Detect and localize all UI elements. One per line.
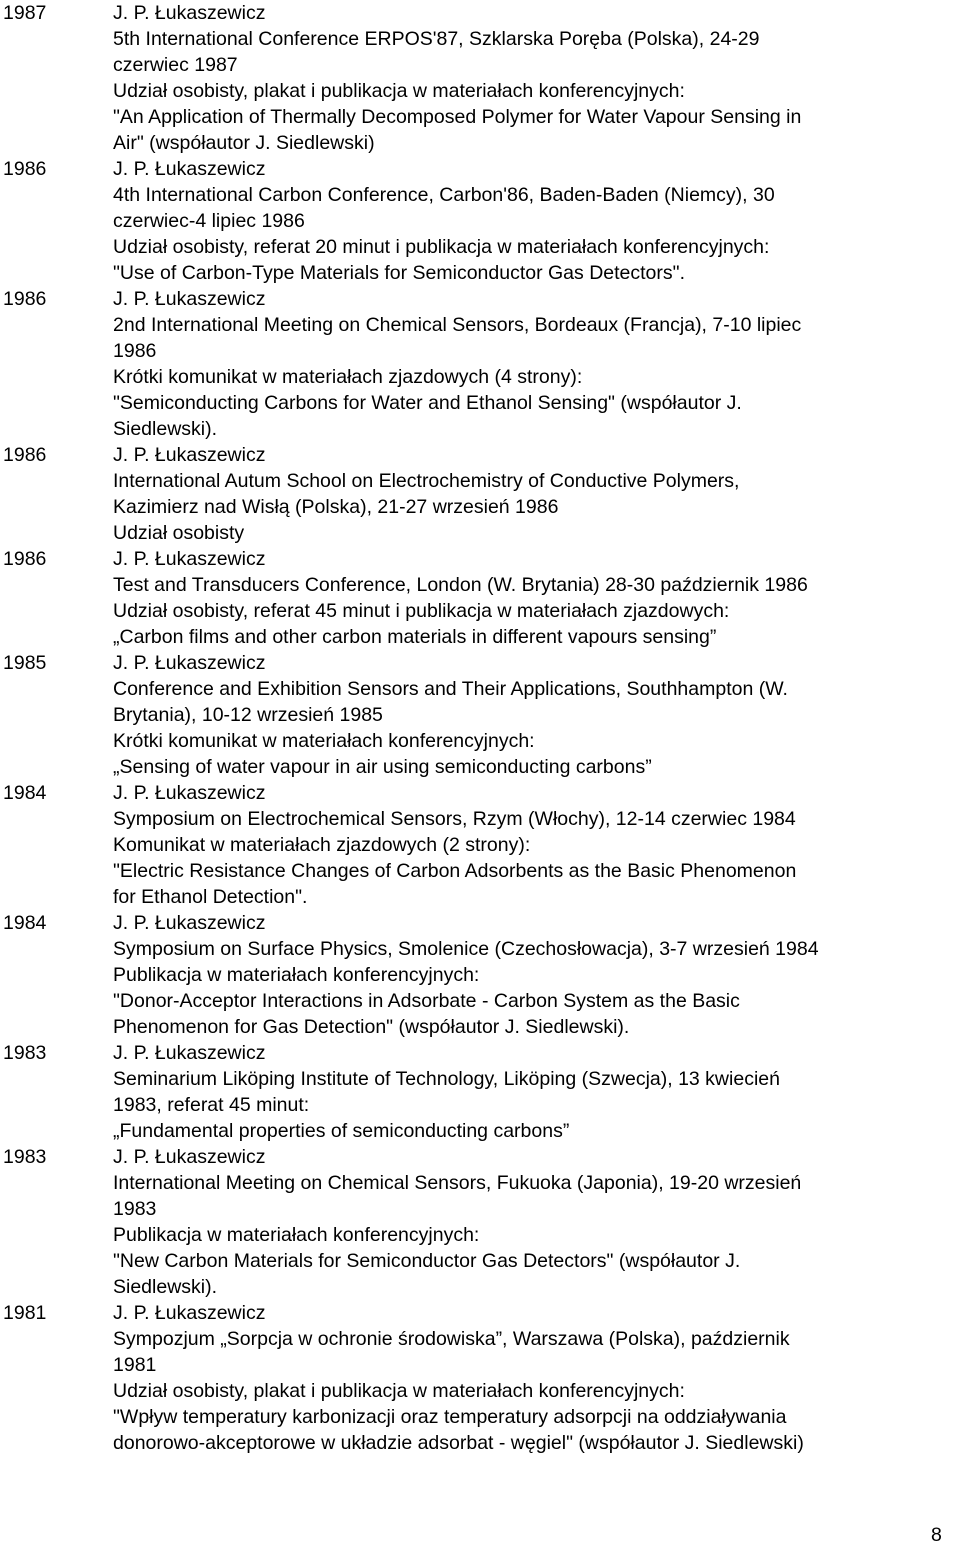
entry-year: 1986 — [3, 444, 47, 466]
entry-author: J. P. Łukaszewicz — [113, 782, 266, 804]
entry-text-line: "An Application of Thermally Decomposed Polymer for Water Vapour Sensing in — [113, 106, 802, 128]
entry-text-line: Symposium on Electrochemical Sensors, Rzym (Włochy), 12-14 czerwiec 1984 — [113, 808, 796, 830]
entry-text-line: Test and Transducers Conference, London (W. Brytania) 28-30 październik 1986 — [113, 574, 808, 596]
entry-year: 1983 — [3, 1146, 47, 1168]
conference-entry — [3, 442, 958, 546]
entry-text-line: "Electric Resistance Changes of Carbon Adsorbents as the Basic Phenomenon — [113, 860, 797, 882]
entry-text-line: International Meeting on Chemical Sensors, Fukuoka (Japonia), 19-20 wrzesień — [113, 1172, 802, 1194]
entry-text-line: „Sensing of water vapour in air using semiconducting carbons” — [113, 756, 652, 778]
entry-text-line: for Ethanol Detection". — [113, 886, 308, 908]
entry-author: J. P. Łukaszewicz — [113, 652, 266, 674]
entry-body — [113, 1040, 958, 1144]
entry-body — [113, 0, 958, 156]
entry-year: 1985 — [3, 652, 47, 674]
entry-text-line: Publikacja w materiałach konferencyjnych: — [113, 1224, 480, 1246]
entry-text-line: 1983, referat 45 minut: — [113, 1094, 310, 1116]
entry-text-line: 1986 — [113, 340, 157, 362]
conference-entry — [3, 650, 958, 780]
entry-text-line: 5th International Conference ERPOS'87, Szklarska Poręba (Polska), 24-29 — [113, 28, 760, 50]
entry-text-line: czerwiec-4 lipiec 1986 — [113, 210, 305, 232]
entry-text-line: Publikacja w materiałach konferencyjnych: — [113, 964, 480, 986]
entry-body — [113, 156, 958, 286]
conference-entry — [3, 156, 958, 286]
conference-entry — [3, 286, 958, 442]
conference-entry — [3, 1040, 958, 1144]
entry-year: 1983 — [3, 1042, 47, 1064]
entry-text-line: Kazimierz nad Wisłą (Polska), 21-27 wrzesień 1986 — [113, 496, 559, 518]
entry-text-line: Air" (współautor J. Siedlewski) — [113, 132, 375, 154]
entry-body — [113, 1300, 958, 1456]
entry-author: J. P. Łukaszewicz — [113, 444, 266, 466]
entry-text-line: Krótki komunikat w materiałach konferencyjnych: — [113, 730, 535, 752]
entry-year: 1986 — [3, 158, 47, 180]
conference-entry — [3, 1144, 958, 1300]
entry-text-line: "Wpływ temperatury karbonizacji oraz temperatury adsorpcji na oddziaływania — [113, 1406, 787, 1428]
entry-text-line: "Semiconducting Carbons for Water and Ethanol Sensing" (współautor J. — [113, 392, 742, 414]
entry-text-line: Sympozjum „Sorpcja w ochronie środowiska”, Warszawa (Polska), październik — [113, 1328, 790, 1350]
entry-text-line: Siedlewski). — [113, 1276, 218, 1298]
entry-body — [113, 442, 958, 546]
entry-body — [113, 546, 958, 650]
entry-year: 1984 — [3, 782, 47, 804]
entry-text-line: 2nd International Meeting on Chemical Sensors, Bordeaux (Francja), 7-10 lipiec — [113, 314, 802, 336]
conference-entry — [3, 0, 958, 156]
entry-text-line: 1983 — [113, 1198, 157, 1220]
entry-text-line: „Carbon films and other carbon materials in different vapours sensing” — [113, 626, 717, 648]
entry-text-line: "Use of Carbon-Type Materials for Semiconductor Gas Detectors". — [113, 262, 685, 284]
entry-text-line: "Donor-Acceptor Interactions in Adsorbate - Carbon System as the Basic — [113, 990, 740, 1012]
entry-year: 1986 — [3, 288, 47, 310]
entry-text-line: czerwiec 1987 — [113, 54, 238, 76]
entry-body — [113, 286, 958, 442]
entry-text-line: Komunikat w materiałach zjazdowych (2 strony): — [113, 834, 531, 856]
entry-text-line: „Fundamental properties of semiconducting carbons” — [113, 1120, 570, 1142]
entry-author: J. P. Łukaszewicz — [113, 912, 266, 934]
conference-list — [3, 0, 958, 1456]
entry-year: 1984 — [3, 912, 47, 934]
entry-author: J. P. Łukaszewicz — [113, 288, 266, 310]
conference-entry — [3, 780, 958, 910]
entry-body — [113, 1144, 958, 1300]
entry-text-line: Siedlewski). — [113, 418, 218, 440]
entry-text-line: donorowo-akceptorowe w układzie adsorbat - węgiel" (współautor J. Siedlewski) — [113, 1432, 804, 1454]
page-number: 8 — [931, 1524, 942, 1546]
entry-body — [113, 650, 958, 780]
entry-text-line: International Autum School on Electrochemistry of Conductive Polymers, — [113, 470, 740, 492]
entry-text-line: Seminarium Liköping Institute of Technology, Liköping (Szwecja), 13 kwiecień — [113, 1068, 780, 1090]
entry-author: J. P. Łukaszewicz — [113, 548, 266, 570]
entry-author: J. P. Łukaszewicz — [113, 1302, 266, 1324]
entry-text-line: Krótki komunikat w materiałach zjazdowych (4 strony): — [113, 366, 583, 388]
conference-entry — [3, 910, 958, 1040]
entry-text-line: Brytania), 10-12 wrzesień 1985 — [113, 704, 383, 726]
entry-author: J. P. Łukaszewicz — [113, 158, 266, 180]
entry-author: J. P. Łukaszewicz — [113, 2, 266, 24]
entry-text-line: Udział osobisty, referat 20 minut i publikacja w materiałach konferencyjnych: — [113, 236, 770, 258]
entry-body — [113, 780, 958, 910]
entry-text-line: Symposium on Surface Physics, Smolenice (Czechosłowacja), 3-7 wrzesień 1984 — [113, 938, 819, 960]
conference-entry — [3, 1300, 958, 1456]
entry-text-line: Udział osobisty, plakat i publikacja w materiałach konferencyjnych: — [113, 80, 685, 102]
entry-year: 1987 — [3, 2, 47, 24]
entry-body — [113, 910, 958, 1040]
entry-text-line: 1981 — [113, 1354, 157, 1376]
entry-author: J. P. Łukaszewicz — [113, 1146, 266, 1168]
entry-year: 1986 — [3, 548, 47, 570]
entry-text-line: "New Carbon Materials for Semiconductor Gas Detectors" (współautor J. — [113, 1250, 741, 1272]
entry-text-line: Phenomenon for Gas Detection" (współautor J. Siedlewski). — [113, 1016, 630, 1038]
conference-entry — [3, 546, 958, 650]
entry-text-line: Udział osobisty — [113, 522, 245, 544]
entry-text-line: 4th International Carbon Conference, Carbon'86, Baden-Baden (Niemcy), 30 — [113, 184, 775, 206]
entry-text-line: Udział osobisty, plakat i publikacja w materiałach konferencyjnych: — [113, 1380, 685, 1402]
entry-author: J. P. Łukaszewicz — [113, 1042, 266, 1064]
entry-year: 1981 — [3, 1302, 47, 1324]
entry-text-line: Udział osobisty, referat 45 minut i publikacja w materiałach zjazdowych: — [113, 600, 730, 622]
entry-text-line: Conference and Exhibition Sensors and Their Applications, Southhampton (W. — [113, 678, 788, 700]
